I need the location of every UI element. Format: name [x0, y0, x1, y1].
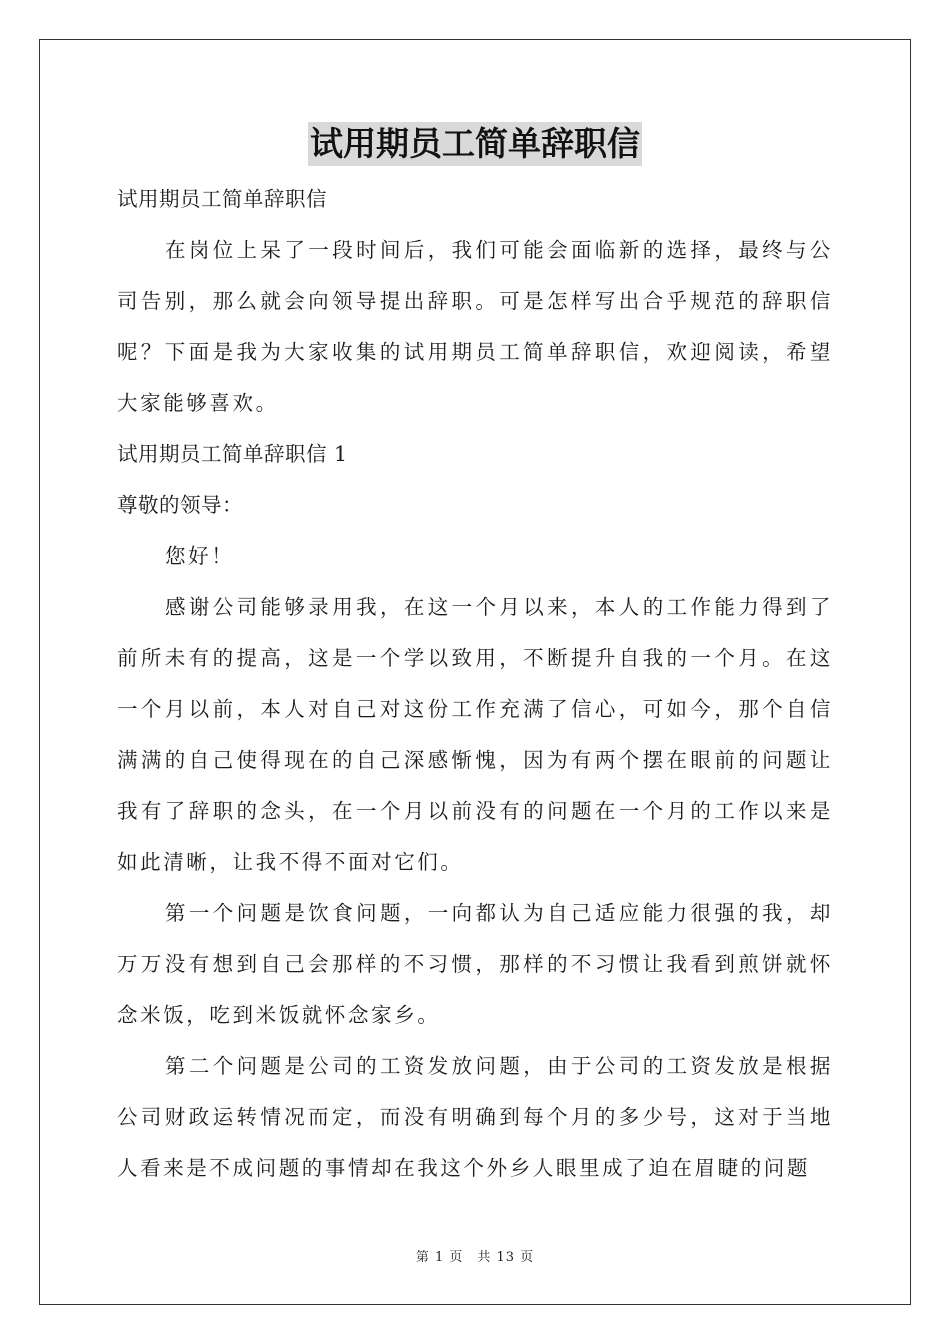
page-footer: 第 1 页 共 13 页: [415, 1250, 535, 1265]
body-paragraph: 第一个问题是饮食问题，一向都认为自己适应能力很强的我，却万万没有想到自己会那样的不习惯，那样的不习惯让我看到煎饼就怀念米饭，吃到米饭就怀念家乡。: [117, 901, 833, 1027]
intro-paragraph: 在岗位上呆了一段时间后，我们可能会面临新的选择，最终与公司告别，那么就会向领导提出辞职。可是怎样写出合乎规范的辞职信呢？下面是我为大家收集的试用期员工简单辞职信，欢迎阅读，希望大家能够喜欢。: [117, 238, 833, 415]
document-subtitle: 试用期员工简单辞职信: [117, 187, 327, 211]
title-block: [117, 122, 833, 174]
body-paragraph: 第二个问题是公司的工资发放问题，由于公司的工资发放是根据公司财政运转情况而定，而没有明确到每个月的多少号，这对于当地人看来是不成问题的事情却在我这个外乡人眼里成了迫在眉睫的问题: [117, 1054, 833, 1180]
document-title: 试用期员工简单辞职信: [308, 122, 642, 166]
salutation: 尊敬的领导：: [117, 493, 243, 517]
document-body: [117, 122, 833, 1194]
greeting: 您好！: [165, 544, 235, 568]
letter-heading: 试用期员工简单辞职信 1: [117, 442, 348, 466]
body-paragraph: 感谢公司能够录用我，在这一个月以来，本人的工作能力得到了前所未有的提高，这是一个学以致用，不断提升自我的一个月。在这一个月以前，本人对自己对这份工作充满了信心，可如今，那个自信满满的自己使得现在的自己深感惭愧，因为有两个摆在眼前的问题让我有了辞职的念头，在一个月以前没有的问题在一个月的工作以来是如此清晰，让我不得不面对它们。: [117, 595, 833, 874]
